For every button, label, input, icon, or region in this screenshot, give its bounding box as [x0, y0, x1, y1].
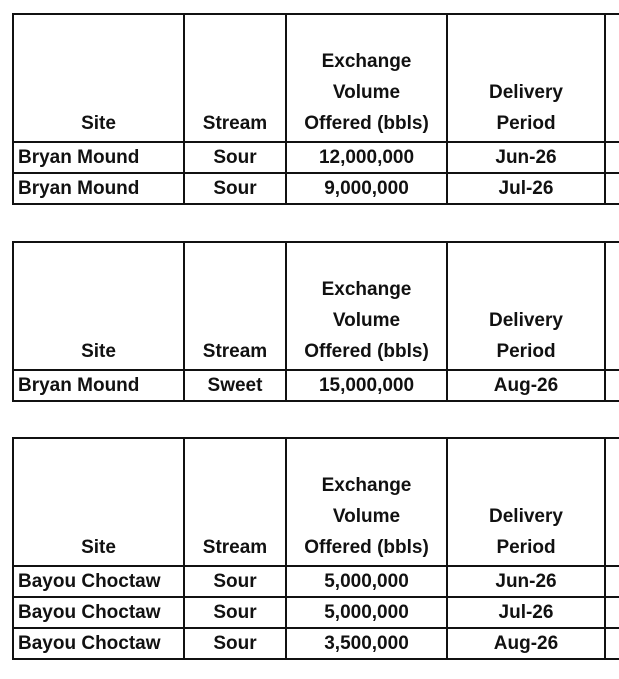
cell-extra	[605, 628, 619, 659]
cell-site: Bryan Mound	[13, 142, 184, 173]
cell-stream: Sour	[184, 597, 286, 628]
cell-extra	[605, 142, 619, 173]
header-stream: Stream	[184, 242, 286, 370]
cell-stream: Sour	[184, 566, 286, 597]
table-row	[13, 597, 619, 628]
header-period: Delivery Period	[447, 438, 605, 566]
header-row	[13, 438, 619, 566]
cell-stream: Sour	[184, 173, 286, 204]
header-volume: Exchange Volume Offered (bbls)	[286, 438, 447, 566]
cell-stream: Sour	[184, 142, 286, 173]
cell-volume: 5,000,000	[286, 597, 447, 628]
cell-period: Aug-26	[447, 370, 605, 401]
cell-period: Jul-26	[447, 173, 605, 204]
cell-period: Jun-26	[447, 566, 605, 597]
header-stream: Stream	[184, 438, 286, 566]
cell-site: Bayou Choctaw	[13, 566, 184, 597]
table-row	[13, 370, 619, 401]
header-site: Site	[13, 438, 184, 566]
header-period: Delivery Period	[447, 14, 605, 142]
cell-site: Bayou Choctaw	[13, 597, 184, 628]
cell-volume: 9,000,000	[286, 173, 447, 204]
cell-extra	[605, 370, 619, 401]
cell-volume: 5,000,000	[286, 566, 447, 597]
header-extra	[605, 14, 619, 142]
cell-volume: 3,500,000	[286, 628, 447, 659]
header-extra	[605, 242, 619, 370]
header-extra	[605, 438, 619, 566]
table-row	[13, 628, 619, 659]
cell-extra	[605, 566, 619, 597]
table-row	[13, 142, 619, 173]
cell-period: Jul-26	[447, 597, 605, 628]
cell-volume: 12,000,000	[286, 142, 447, 173]
header-site: Site	[13, 242, 184, 370]
offer-table-1	[12, 13, 619, 205]
cell-extra	[605, 597, 619, 628]
cell-volume: 15,000,000	[286, 370, 447, 401]
offer-table-3	[12, 437, 619, 660]
header-stream: Stream	[184, 14, 286, 142]
header-row	[13, 14, 619, 142]
cell-extra	[605, 173, 619, 204]
cell-stream: Sweet	[184, 370, 286, 401]
table-row	[13, 173, 619, 204]
cell-site: Bryan Mound	[13, 370, 184, 401]
table-row	[13, 566, 619, 597]
cell-site: Bryan Mound	[13, 173, 184, 204]
header-period: Delivery Period	[447, 242, 605, 370]
cell-period: Aug-26	[447, 628, 605, 659]
header-volume: Exchange Volume Offered (bbls)	[286, 242, 447, 370]
offer-table-2	[12, 241, 619, 402]
header-site: Site	[13, 14, 184, 142]
cell-period: Jun-26	[447, 142, 605, 173]
cell-site: Bayou Choctaw	[13, 628, 184, 659]
cell-stream: Sour	[184, 628, 286, 659]
header-volume: Exchange Volume Offered (bbls)	[286, 14, 447, 142]
header-row	[13, 242, 619, 370]
